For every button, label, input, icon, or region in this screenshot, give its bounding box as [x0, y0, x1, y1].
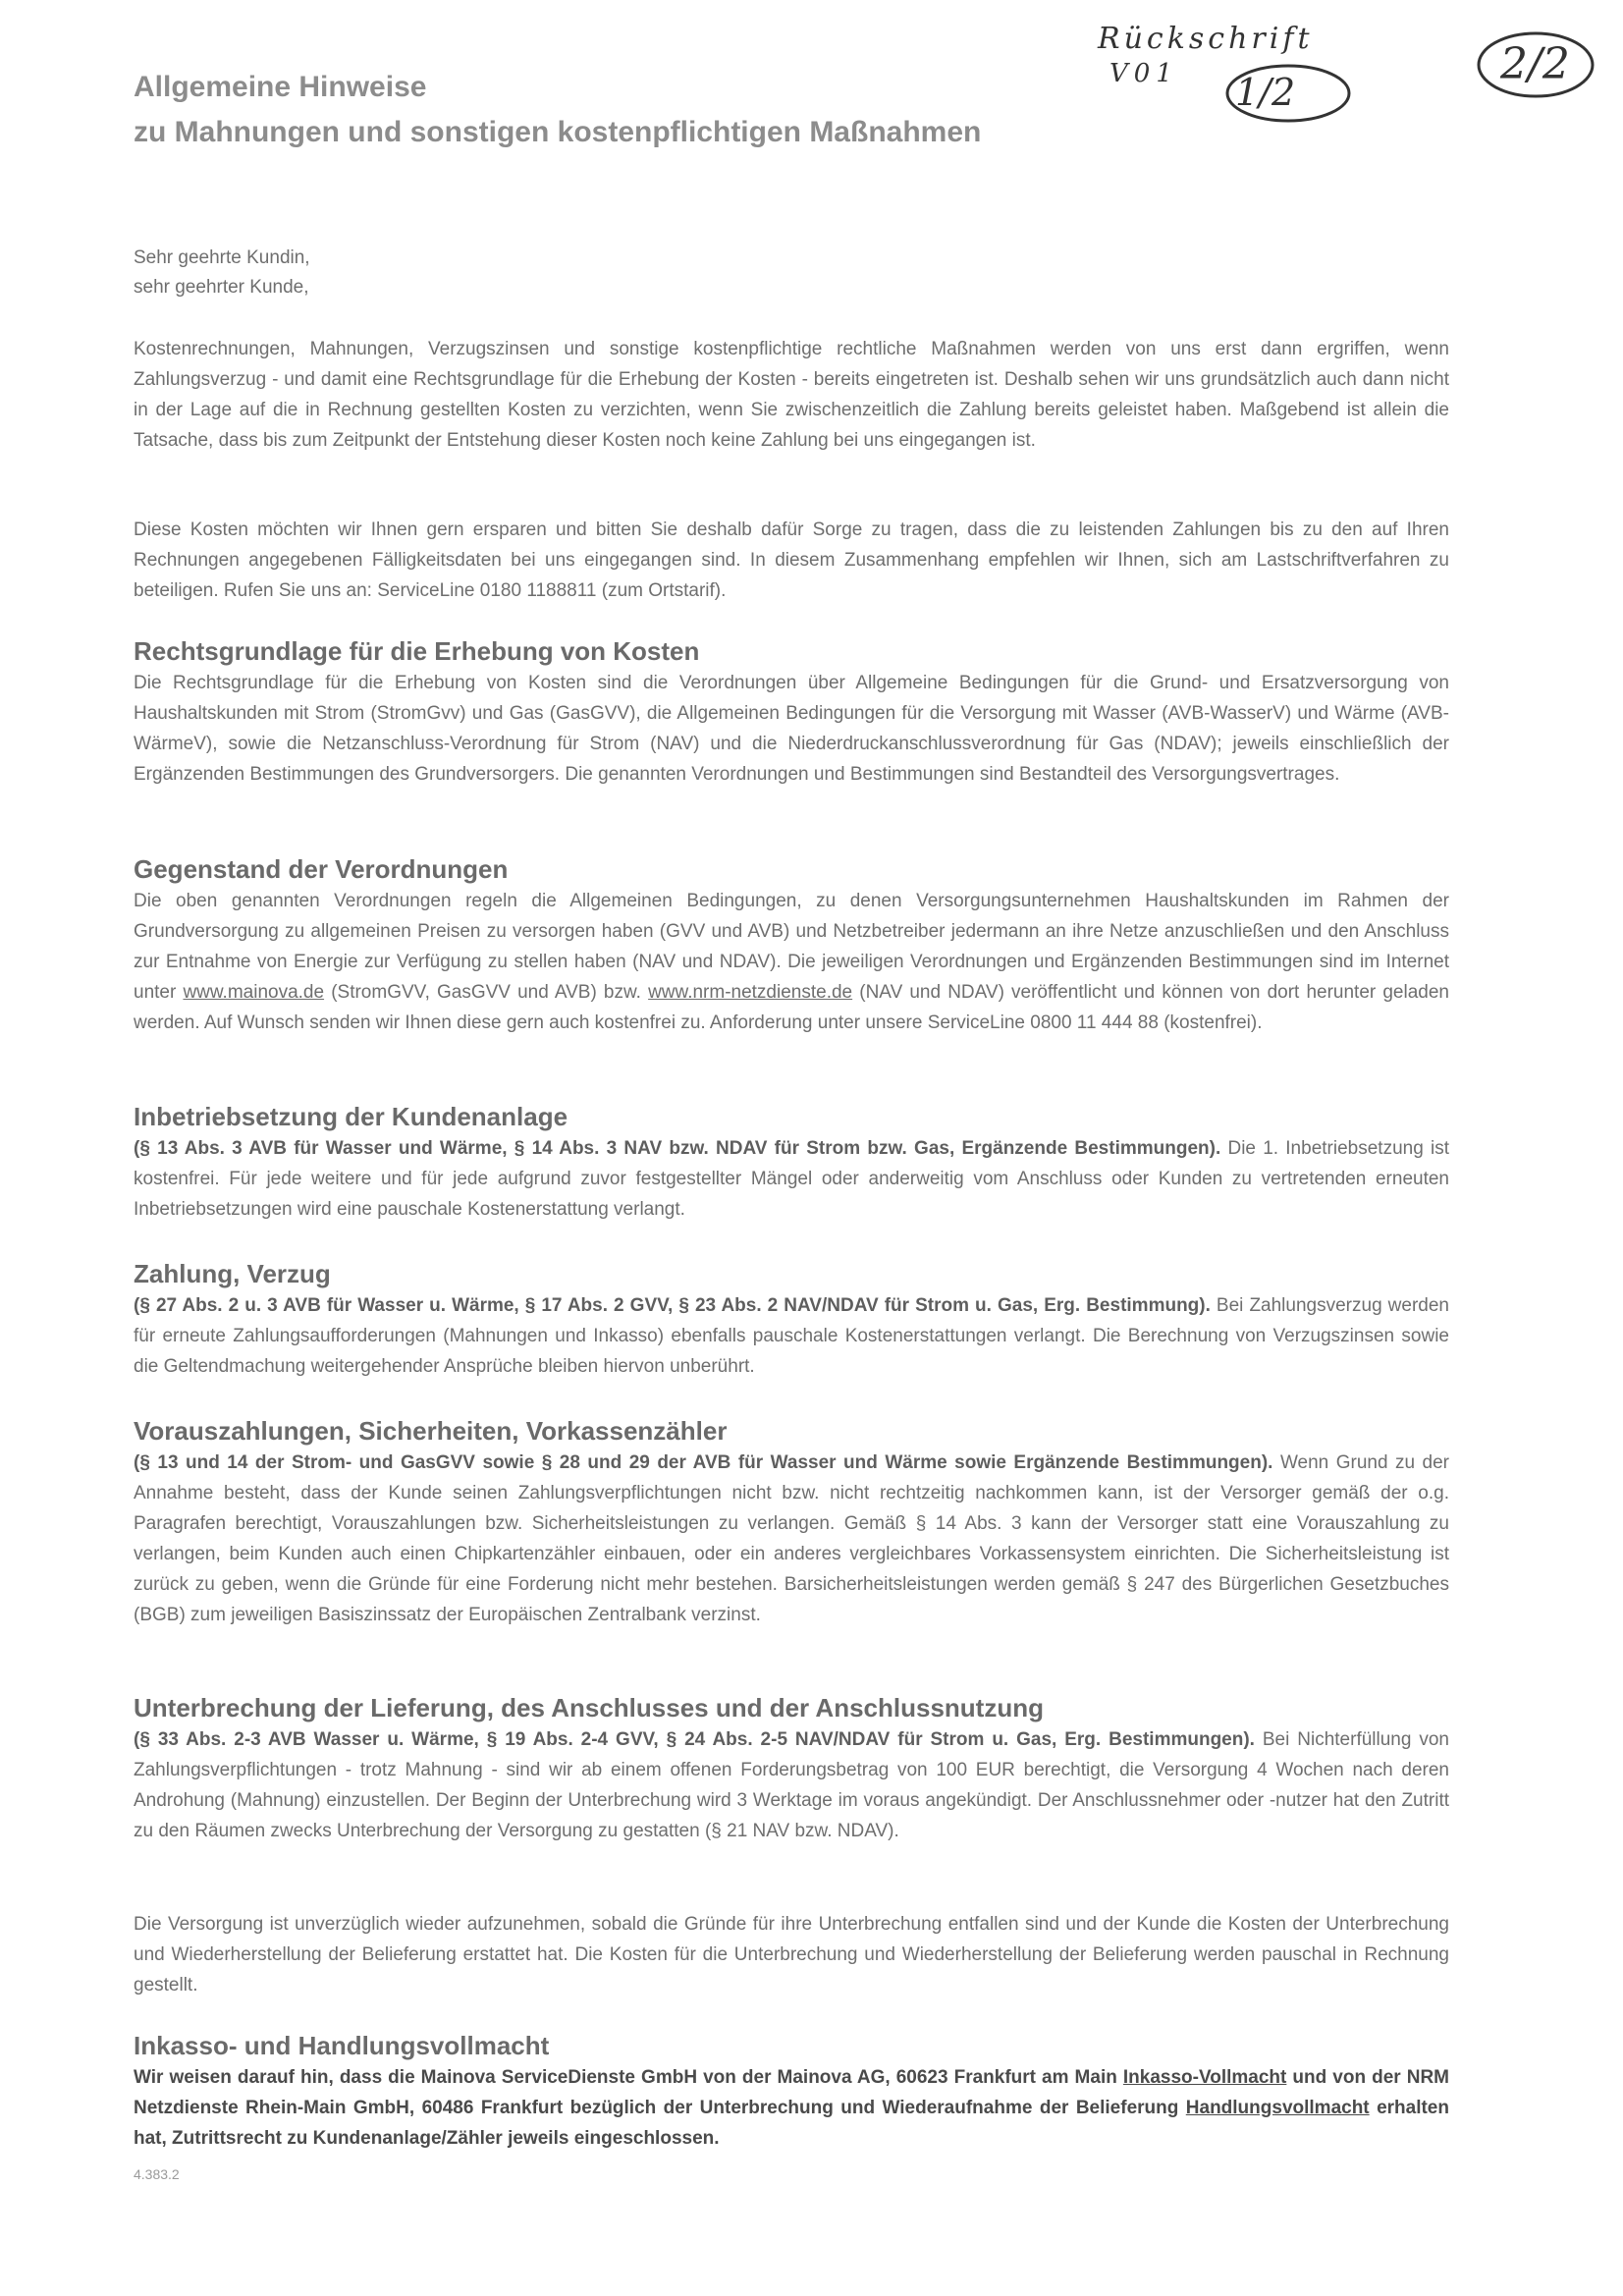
handlungsvollmacht-term: Handlungsvollmacht	[1185, 2098, 1370, 2118]
section-heading: Unterbrechung der Lieferung, des Anschlusses und der Anschlussnutzung	[134, 1693, 1044, 1722]
section-body	[134, 1724, 1449, 1846]
section-body	[134, 1448, 1449, 1630]
body-text: Die oben genannten Verordnungen regeln die Allgemeinen Bedingungen, zu denen Versorgungsunternehmen Haushaltskunden im Rahmen der Grundversorgung zu allgemeinen Preisen zu versorgen haben (GVV und AVB) und Netzbetreiber jedermann an ihre Netze anzuschließen und den Anschluss zur Entnahme von Energie zur Verfügung zu stellen haben (NAV und NDAV). Die jeweiligen Verordnungen und Ergänzenden Bestimmungen sind im Internet unter	[134, 891, 1449, 1003]
section-body	[134, 1290, 1449, 1382]
section-body	[134, 2062, 1449, 2154]
handwritten-page-marker: 2/2	[1500, 39, 1570, 89]
section-vorauszahlungen	[134, 1414, 1449, 1630]
handwritten-note-top: Rückschrift	[1098, 22, 1314, 56]
body-text: Bei Zahlungsverzug werden für erneute Zahlungsaufforderungen (Mahnungen und Inkasso) ebenfalls pauschale Kostenerstattungen verlangt. Die Berechnung von Verzugszinsen sowie die Geltendmachung weitergehender Ansprüche bleiben hiervon unberührt.	[134, 1295, 1449, 1377]
section-zahlung-verzug	[134, 1257, 1449, 1382]
body-text: Wenn Grund zu der Annahme besteht, dass der Kunde seinen Zahlungsverpflichtungen nicht bzw. nicht rechtzeitig nachkommen kann, ist der Versorger gemäß der o.g. Paragrafen berechtigt, Vorauszahlungen bzw. Sicherheitsleistungen zu verlangen. Gemäß § 14 Abs. 3 kann der Versorger statt eine Vorauszahlung zu verlangen, beim Kunden auch einen Chipkartenzähler einbauen, oder ein anderes vergleichbares Vorkassensystem einrichten. Die Sicherheitsleistung ist zurück zu geben, wenn die Gründe für eine Forderung nicht mehr bestehen. Barsicherheitsleistungen werden gemäß § 247 des Bürgerlichen Gesetzbuches (BGB) zum jeweiligen Basiszinssatz der Europäischen Zentralbank verzinst.	[134, 1452, 1450, 1625]
unterbrechung-paragraph-2: Die Versorgung ist unverzüglich wieder aufzunehmen, sobald die Gründe für ihre Unterbrechung entfallen sind und der Kunde die Kosten der Unterbrechung und Wiederherstellung der Belieferung erstattet hat. Die Kosten für die Unterbrechung und Wiederherstellung der Belieferung werden pauschal in Rechnung gestellt.	[134, 1914, 1449, 1995]
salutation-line-1: Sehr geehrte Kundin,	[134, 247, 310, 268]
section-heading: Inbetriebsetzung der Kundenanlage	[134, 1102, 568, 1131]
section-gegenstand	[134, 852, 1449, 1038]
section-heading: Inkasso- und Handlungsvollmacht	[134, 2031, 550, 2060]
title-line-1: Allgemeine Hinweise	[134, 71, 427, 103]
body-text: Bei Nichterfüllung von Zahlungsverpflichtungen - trotz Mahnung - sind wir ab einem offenen Forderungsbetrag von 100 EUR berechtigt, die Versorgung 4 Wochen nach deren Androhung (Mahnung) einzustellen. Der Beginn der Unterbrechung wird 3 Werktage im voraus angekündigt. Der Anschlussnehmer oder -nutzer hat den Zutritt zu den Räumen zwecks Unterbrechung der Versorgung zu gestatten (§ 21 NAV bzw. NDAV).	[134, 1729, 1449, 1841]
salutation	[134, 244, 310, 302]
nrm-netzdienste-link[interactable]: www.nrm-netzdienste.de	[648, 982, 853, 1003]
section-heading: Zahlung, Verzug	[134, 1259, 331, 1288]
legal-reference: (§ 13 und 14 der Strom- und GasGVV sowie § 28 und 29 der AVB für Wasser und Wärme sowie Ergänzende Bestimmungen).	[134, 1452, 1273, 1473]
salutation-line-2: sehr geehrter Kunde,	[134, 277, 309, 298]
section-inbetriebsetzung	[134, 1100, 1449, 1225]
body-text: Wir weisen darauf hin, dass die Mainova ServiceDienste GmbH von der Mainova AG, 60623 Frankfurt am Main	[134, 2067, 1123, 2088]
document-title	[134, 65, 981, 155]
body-text: Die 1. Inbetriebsetzung ist kostenfrei. Für jede weitere und für jede aufgrund zuvor festgestellter Mängel oder anderweitig vom Anschluss oder Kunden zu vertretenden erneuten Inbetriebsetzungen wird eine pauschale Kostenerstattung verlangt.	[134, 1138, 1449, 1220]
intro-paragraph-2: Diese Kosten möchten wir Ihnen gern ersparen und bitten Sie deshalb dafür Sorge zu tragen, dass die zu leistenden Zahlungen bis zu den auf Ihren Rechnungen angegebenen Fälligkeitsdaten bei uns eingegangen sind. In diesem Zusammenhang empfehlen wir Ihnen, sich am Lastschriftverfahren zu beteiligen. Rufen Sie uns an: ServiceLine 0180 1188811 (zum Ortstarif).	[134, 519, 1449, 601]
section-unterbrechung	[134, 1691, 1449, 1846]
inkasso-vollmacht-term: Inkasso-Vollmacht	[1122, 2067, 1287, 2088]
section-inkasso	[134, 2029, 1449, 2154]
section-body: Die Rechtsgrundlage für die Erhebung von Kosten sind die Verordnungen über Allgemeine Bedingungen für die Grund- und Ersatzversorgung von Haushaltskunden mit Strom (StromGvv) und Gas (GasGVV), die Allgemeinen Bedingungen für die Versorgung mit Wasser (AVB-WasserV) und Wärme (AVB-WärmeV), sowie die Netzanschluss-Verordnung für Strom (NAV) und die Niederdruckanschlussverordnung für Gas (NDAV); jeweils einschließlich der Ergänzenden Bestimmungen des Grundversorgers. Die genannten Verordnungen und Bestimmungen sind Bestandteil des Versorgungsvertrages.	[134, 673, 1449, 785]
legal-reference: (§ 13 Abs. 3 AVB für Wasser und Wärme, § 14 Abs. 3 NAV bzw. NDAV für Strom bzw. Gas, Ergänzende Bestimmungen).	[134, 1138, 1221, 1159]
section-heading: Vorauszahlungen, Sicherheiten, Vorkassenzähler	[134, 1416, 728, 1446]
legal-reference: (§ 33 Abs. 2-3 AVB Wasser u. Wärme, § 19 Abs. 2-4 GVV, § 24 Abs. 2-5 NAV/NDAV für Strom u. Gas, Erg. Bestimmungen).	[134, 1729, 1255, 1750]
handwritten-page-circle	[1473, 27, 1600, 104]
title-line-2: zu Mahnungen und sonstigen kostenpflichtigen Maßnahmen	[134, 116, 982, 148]
handwritten-circled-fraction: 1/2	[1235, 71, 1296, 114]
handwritten-circle-mark	[1221, 59, 1359, 128]
legal-reference: (§ 27 Abs. 2 u. 3 AVB für Wasser u. Wärme, § 17 Abs. 2 GVV, § 23 Abs. 2 NAV/NDAV für Strom u. Gas, Erg. Bestimmung).	[134, 1295, 1211, 1316]
handwritten-note-mid: V01	[1109, 59, 1178, 88]
document-code: 4.383.2	[134, 2166, 180, 2182]
body-text: (NAV und NDAV) veröffentlicht und können von dort herunter geladen werden. Auf Wunsch senden wir Ihnen diese gern auch kostenfrei zu. Anforderung unter unsere ServiceLine 0800 11 444 88 (kostenfrei).	[134, 982, 1449, 1033]
section-body	[134, 1133, 1449, 1225]
section-heading: Gegenstand der Verordnungen	[134, 854, 509, 884]
section-body	[134, 886, 1449, 1038]
body-text: und von der NRM Netzdienste Rhein-Main GmbH, 60486 Frankfurt bezüglich der Unterbrechung und Wiederaufnahme der Belieferung	[134, 2067, 1449, 2118]
body-text: (StromGVV, GasGVV und AVB) bzw.	[324, 982, 649, 1003]
intro-paragraph-1: Kostenrechnungen, Mahnungen, Verzugszinsen und sonstige kostenpflichtige rechtliche Maßnahmen werden von uns erst dann ergriffen, wenn Zahlungsverzug - und damit eine Rechtsgrundlage für die Erhebung der Kosten - bereits eingetreten ist. Deshalb sehen wir uns grundsätzlich auch dann nicht in der Lage auf die in Rechnung gestellten Kosten zu verzichten, wenn Sie zwischenzeitlich die Zahlung bereits geleistet haben. Maßgebend ist allein die Tatsache, dass bis zum Zeitpunkt der Entstehung dieser Kosten noch keine Zahlung bei uns eingegangen ist.	[134, 339, 1449, 451]
body-text: erhalten hat, Zutrittsrecht zu Kundenanlage/Zähler jeweils eingeschlossen.	[134, 2098, 1449, 2149]
section-heading: Rechtsgrundlage für die Erhebung von Kosten	[134, 636, 700, 666]
section-rechtsgrundlage	[134, 634, 1449, 790]
mainova-link[interactable]: www.mainova.de	[183, 982, 325, 1003]
